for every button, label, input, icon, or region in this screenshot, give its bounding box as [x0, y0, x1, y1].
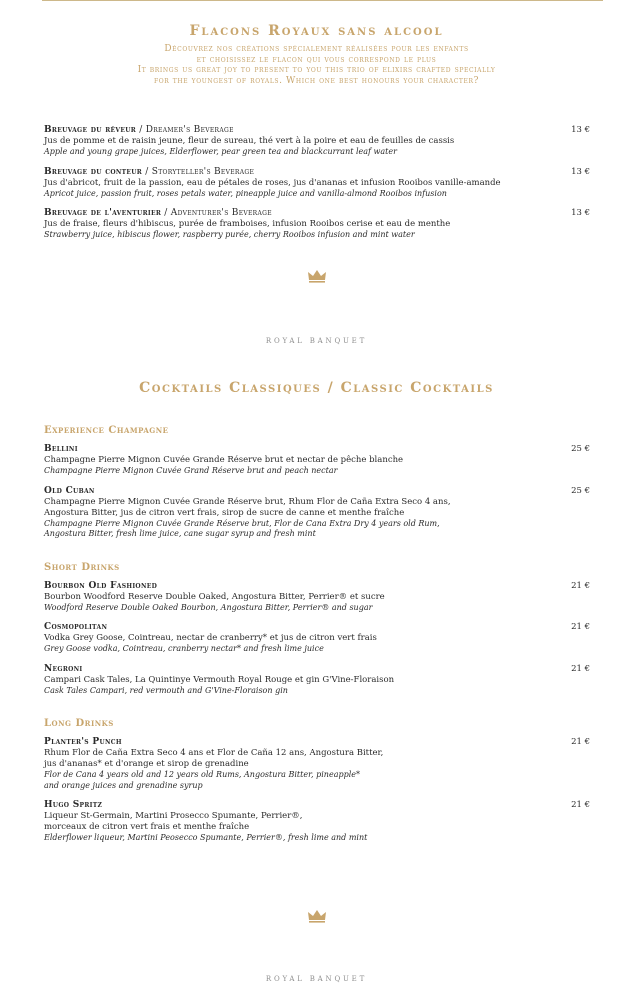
item-desc-fr: Campari Cask Tales, La Quintinye Vermouth Royal Rouge et gin G'Vine-Floraison	[44, 674, 395, 685]
item-name	[44, 125, 590, 136]
footer-brand: ROYAL BANQUET	[265, 337, 368, 345]
section-heading: Long Drinks	[44, 718, 114, 729]
kids-intro	[0, 44, 633, 86]
item-name-en: / Dreamer's Beverage	[136, 125, 234, 135]
item-name	[44, 208, 590, 219]
menu-item	[44, 581, 590, 614]
item-desc-fr: Vodka Grey Goose, Cointreau, nectar de cranberry* et jus de citron vert frais	[44, 633, 377, 643]
item-desc-fr: Jus d'abricot, fruit de la passion, eau de pétales de roses, jus d'ananas et infusion Rooibos vanille-amande	[44, 177, 501, 188]
item-desc-fr: morceaux de citron vert frais et menthe fraîche	[44, 822, 250, 832]
kids-intro-line: Découvrez nos créations spécialement réalisées pour les enfants	[164, 44, 469, 54]
kids-intro-line: et choisissez le flacon qui vous correspond le plus	[196, 54, 437, 65]
item-desc-en: Elderflower liqueur, Martini Peosecco Spumante, Perrier®, fresh lime and mint	[44, 833, 368, 842]
item-name-fr: Breuvage de l'aventurier	[44, 208, 162, 218]
item-desc-en: Cask Tales Campari, red vermouth and G'Vine-Floraison gin	[44, 685, 288, 695]
menu-item	[44, 800, 590, 844]
item-name: Negroni	[44, 663, 83, 674]
item-desc-en: Apple and young grape juices, Elderflower, pear green tea and blackcurrant leaf water	[44, 147, 397, 156]
item-price: 13 €	[571, 166, 590, 177]
item-price: 21 €	[571, 580, 590, 591]
item-price: 21 €	[571, 663, 590, 674]
item-desc-en: Strawberry juice, hibiscus flower, raspberry purée, cherry Rooibos infusion and mint water	[44, 230, 415, 239]
menu-item	[44, 208, 590, 241]
menu-item	[44, 167, 590, 200]
item-name-en: / Storyteller's Beverage	[142, 166, 255, 177]
kids-menu	[44, 125, 590, 250]
item-desc-en: Angostura Bitter, fresh lime juice, cane sugar syrup and fresh mint	[44, 529, 316, 538]
item-desc-en: Woodford Reserve Double Oaked Bourbon, Angostura Bitter, Perrier® and sugar	[44, 602, 373, 612]
menu-item	[44, 125, 590, 158]
menu-item	[44, 737, 590, 791]
item-desc-en: Apricot juice, passion fruit, roses petals water, pineapple juice and vanilla-almond Rooibos infusion	[44, 188, 447, 198]
item-name: Old Cuban	[44, 485, 95, 496]
kids-intro-line: It brings us great joy to present to you this trio of elixirs crafted specially	[137, 65, 496, 75]
cocktails-menu	[44, 425, 590, 853]
section-heading: Experience Champagne	[44, 425, 169, 436]
item-name-fr: Breuvage du conteur	[44, 166, 143, 177]
cocktails-section-title: Cocktails Classiques / Classic Cocktails	[139, 380, 494, 396]
item-desc-fr: Champagne Pierre Mignon Cuvée Grande Réserve brut, Rhum Flor de Caña Extra Seco 4 ans,	[44, 496, 451, 507]
item-desc-en: Flor de Cana 4 years old and 12 years old Rums, Angostura Bitter, pineapple*	[44, 770, 360, 779]
item-desc-fr: Jus de fraise, fleurs d'hibiscus, purée de framboises, infusion Rooibos cerise et eau de menthe	[44, 219, 451, 229]
menu-item	[44, 622, 590, 655]
item-desc-fr: Rhum Flor de Caña Extra Seco 4 ans et Flor de Caña 12 ans, Angostura Bitter,	[44, 748, 384, 758]
item-desc-fr: Bourbon Woodford Reserve Double Oaked, Angostura Bitter, Perrier® et sucre	[44, 591, 385, 602]
item-name: Bourbon Old Fashioned	[44, 580, 158, 591]
item-name: Bellini	[44, 444, 78, 454]
item-desc-fr: jus d'ananas* et d'orange et sirop de grenadine	[44, 759, 249, 769]
item-price: 13 €	[571, 208, 590, 218]
item-price: 21 €	[571, 737, 590, 747]
item-price: 25 €	[571, 485, 590, 496]
item-desc-fr: Jus de pomme et de raisin jeune, fleur de sureau, thé vert à la poire et eau de feuilles de cassis	[44, 136, 455, 146]
item-desc-fr: Liqueur St-Germain, Martini Prosecco Spumante, Perrier®,	[44, 811, 303, 821]
item-name	[44, 167, 590, 178]
item-price: 13 €	[571, 125, 590, 135]
crown-icon	[307, 909, 327, 923]
item-name-fr: Breuvage du rêveur	[44, 125, 137, 135]
crown-icon	[307, 269, 327, 283]
item-name: Hugo Spritz	[44, 800, 103, 810]
menu-item	[44, 444, 590, 477]
item-price: 21 €	[571, 800, 590, 810]
item-price: 21 €	[571, 622, 590, 632]
kids-section-title: Flacons Royaux sans alcool	[189, 23, 444, 39]
footer-brand: ROYAL BANQUET	[265, 975, 368, 983]
item-name: Cosmopolitan	[44, 622, 108, 632]
item-desc-en: and orange juices and grenadine syrup	[44, 780, 203, 790]
kids-intro-line: for the youngest of royals. Which one best honours your character?	[153, 75, 480, 86]
section-heading: Short Drinks	[44, 561, 120, 573]
item-desc-en: Champagne Pierre Mignon Cuvée Grand Réserve brut and peach nectar	[44, 466, 338, 475]
menu-item	[44, 664, 590, 697]
item-name: Planter's Punch	[44, 737, 122, 747]
top-divider	[42, 0, 603, 1]
item-desc-fr: Champagne Pierre Mignon Cuvée Grande Réserve brut et nectar de pêche blanche	[44, 455, 404, 465]
item-name-en: / Adventurer's Beverage	[161, 208, 272, 218]
item-desc-en: Champagne Pierre Mignon Cuvée Grande Réserve brut, Flor de Cana Extra Dry 4 years old Rum,	[44, 518, 440, 528]
item-desc-en: Grey Goose vodka, Cointreau, cranberry nectar* and fresh lime juice	[44, 644, 324, 653]
item-price: 25 €	[571, 444, 590, 454]
menu-item	[44, 486, 590, 540]
item-desc-fr: Angostura Bitter, jus de citron vert frais, sirop de sucre de canne et menthe fraîche	[44, 507, 405, 518]
